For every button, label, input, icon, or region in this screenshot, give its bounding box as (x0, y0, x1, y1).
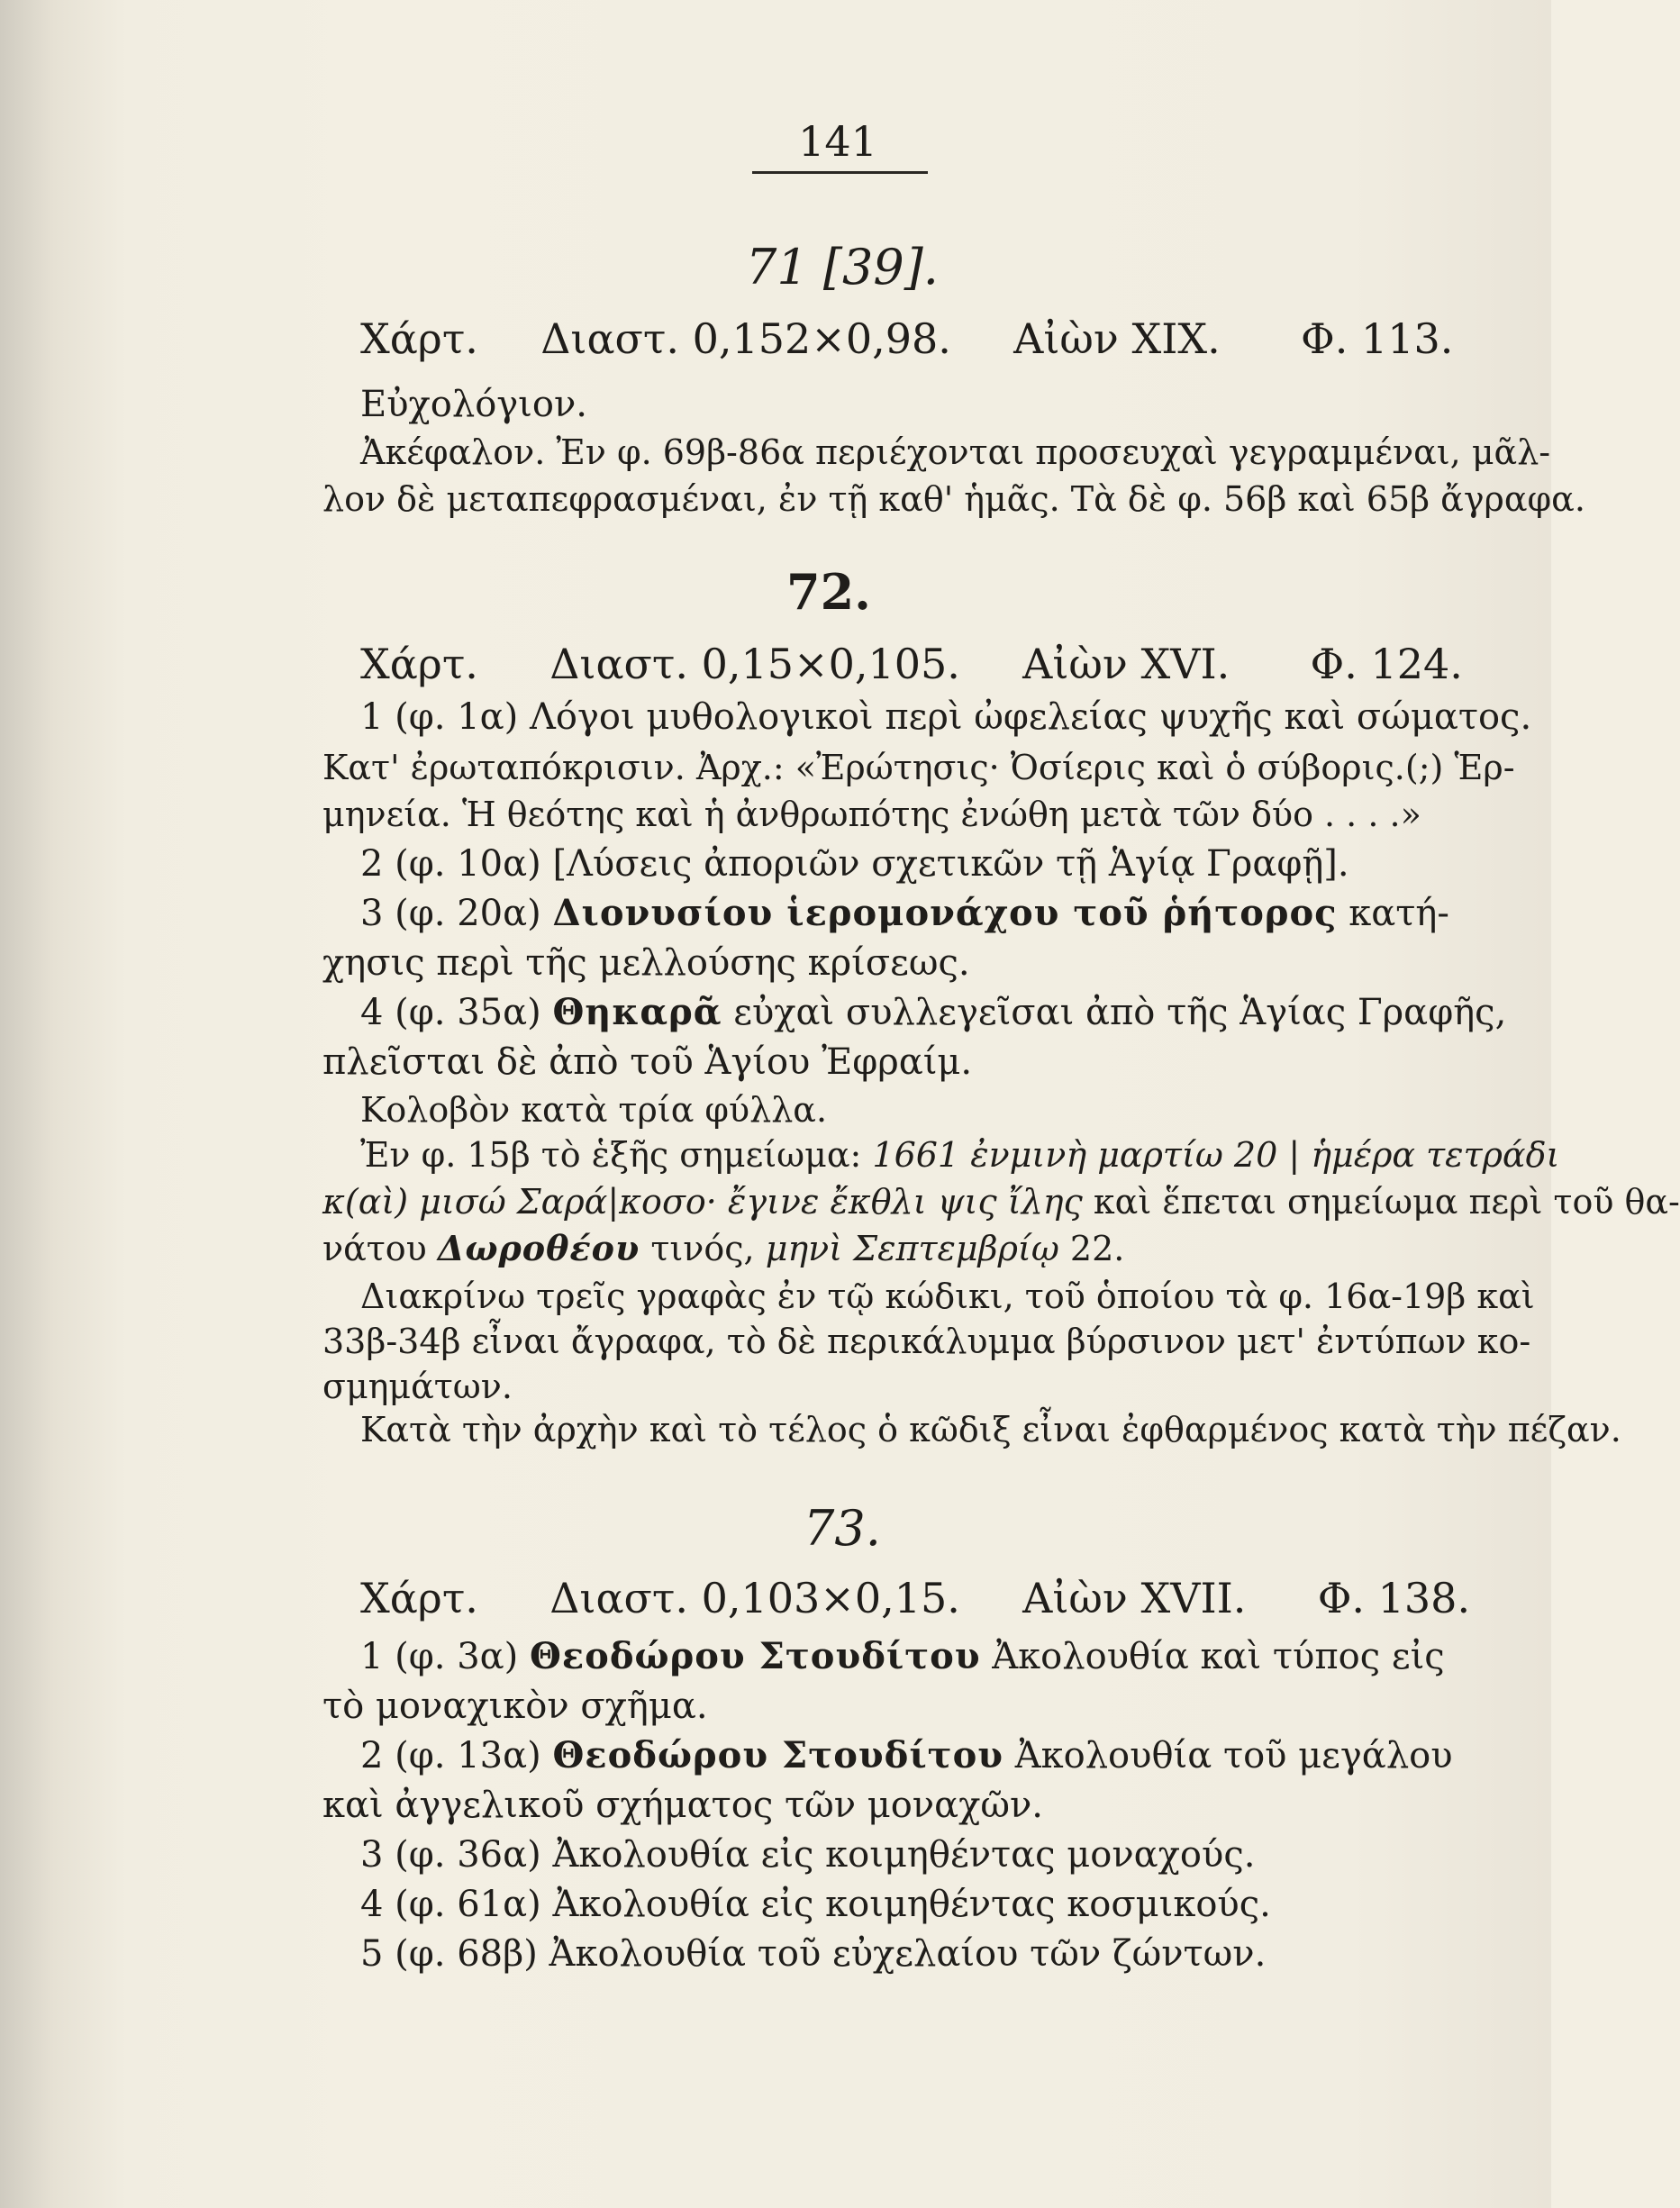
dimensions: 0,152×0,98. (692, 314, 951, 363)
dimensions: 0,15×0,105. (701, 640, 960, 688)
dims-label: Διαστ. (540, 314, 679, 363)
marginal-note: 1661 ἐνμινὴ μαρτίω 20 | ἡμέρα τετράδι (872, 1135, 1560, 1175)
entry-73-line: καὶ ἀγγελικοῦ σχήματος τῶν μοναχῶν. (322, 1785, 1044, 1826)
entry-72-line: κ(αὶ) μισώ Σαρά|κοσο· ἔγινε ἔκθλι ψις ἴλης καὶ ἕπεται σημείωμα περὶ τοῦ θα- (322, 1182, 1680, 1222)
entry-72-line: Κατὰ τὴν ἀρχὴν καὶ τὸ τέλος ὁ κῶδιξ εἶναι ἐφθαρμένος κατὰ τὴν πέζαν. (360, 1410, 1621, 1449)
entry-73-meta (360, 1576, 1470, 1620)
entry-heading-73: 73. (804, 1500, 881, 1557)
entry-72-line: σμημάτων. (322, 1367, 513, 1406)
entry-71-line: Ἀκέφαλον. Ἐν φ. 69β-86α περιέχονται προσευχαὶ γεγραμμέναι, μᾶλ- (360, 432, 1551, 472)
dims-label: Διαστ. (549, 640, 688, 688)
entry-72-line: μηνεία. Ἡ θεότης καὶ ἡ ἀνθρωπότης ἐνώθη μετὰ τῶν δύο . . . .» (322, 795, 1421, 834)
entry-heading-71: 71 [39]. (746, 239, 939, 295)
material: Χάρτ. (360, 640, 478, 688)
entry-72-line: Διακρίνω τρεῖς γραφὰς ἐν τῷ κώδικι, τοῦ ὁποίου τὰ φ. 16α-19β καὶ (360, 1277, 1535, 1316)
entry-73-line: 4 (φ. 61α) Ἀκολουθία εἰς κοιμηθέντας κοσμικούς. (360, 1884, 1271, 1925)
entry-72-line: Κολοβὸν κατὰ τρία φύλλα. (360, 1090, 828, 1130)
century: Αἰὼν XVI. (1022, 640, 1230, 688)
folio-count: Φ. 138. (1317, 1574, 1471, 1622)
entry-72-line: Ἐν φ. 15β τὸ ἑξῆς σημείωμα: 1661 ἐνμινὴ μαρτίω 20 | ἡμέρα τετράδι (360, 1135, 1560, 1175)
page-number-rule (752, 171, 928, 174)
author-name: Θεοδώρου Στουδίτου (530, 1635, 981, 1677)
author-name: Διονυσίου ἱερομονάχου τοῦ ῥήτορος (552, 892, 1338, 934)
material: Χάρτ. (360, 1574, 478, 1622)
entry-73-line: 1 (φ. 3α) Θεοδώρου Στουδίτου Ἀκολουθία καὶ τύπος εἰς (360, 1635, 1445, 1677)
entry-73-line: 5 (φ. 68β) Ἀκολουθία τοῦ εὐχελαίου τῶν ζώντων. (360, 1933, 1267, 1975)
entry-72-line: νάτου Δωροθέου τινός, μηνὶ Σεπτεμβρίῳ 22. (322, 1228, 1125, 1268)
entry-72-line: πλεῖσται δὲ ἀπὸ τοῦ Ἁγίου Ἐφραίμ. (322, 1041, 973, 1083)
person-name: Δωροθέου (437, 1228, 640, 1268)
entry-72-line: 3 (φ. 20α) Διονυσίου ἱερομονάχου τοῦ ῥήτορος κατή- (360, 892, 1449, 934)
dimensions: 0,103×0,15. (701, 1574, 960, 1622)
entry-72-line: 4 (φ. 35α) Θηκαρᾶ εὐχαὶ συλλεγεῖσαι ἀπὸ τῆς Ἁγίας Γραφῆς, (360, 991, 1507, 1033)
entry-71-line: λον δὲ μεταπεφρασμέναι, ἐν τῇ καθ' ἡμᾶς. Τὰ δὲ φ. 56β καὶ 65β ἄγραφα. (322, 479, 1585, 519)
entry-73-line: 2 (φ. 13α) Θεοδώρου Στουδίτου Ἀκολουθία τοῦ μεγάλου (360, 1734, 1453, 1776)
author-name: Θηκαρᾶ (552, 991, 722, 1033)
dims-label: Διαστ. (549, 1574, 688, 1622)
entry-71-meta (360, 314, 1454, 363)
entry-72-line: 2 (φ. 10α) [Λύσεις ἀποριῶν σχετικῶν τῇ Ἁγίᾳ Γραφῇ]. (360, 843, 1349, 885)
entry-72-line: 33β-34β εἶναι ἄγραφα, τὸ δὲ περικάλυμμα βύρσινον μετ' ἐντύπων κο- (322, 1322, 1531, 1361)
entry-71-line: Εὐχολόγιον. (360, 384, 587, 425)
author-name: Θεοδώρου Στουδίτου (552, 1734, 1004, 1776)
century: Αἰὼν XVII. (1022, 1574, 1247, 1622)
folio-count: Φ. 124. (1310, 640, 1463, 688)
entry-72-line: Κατ' ἐρωταπόκρισιν. Ἀρχ.: «Ἐρώτησις· Ὀσίερις καὶ ὁ σύβορις.(;) Ἑρ- (322, 748, 1515, 787)
entry-72-meta (360, 642, 1463, 686)
entry-heading-72: 72. (786, 563, 871, 621)
entry-73-line: τὸ μοναχικὸν σχῆμα. (322, 1686, 708, 1727)
entry-72-line: 1 (φ. 1α) Λόγοι μυθολογικοὶ περὶ ὠφελείας ψυχῆς καὶ σώματος. (360, 696, 1532, 738)
folio-count: Φ. 113. (1301, 314, 1454, 363)
page-number: 141 (798, 117, 877, 166)
material: Χάρτ. (360, 314, 478, 363)
century: Αἰὼν XIX. (1013, 314, 1221, 363)
entry-72-line: χησις περὶ τῆς μελλούσης κρίσεως. (322, 942, 970, 984)
entry-73-line: 3 (φ. 36α) Ἀκολουθία εἰς κοιμηθέντας μοναχούς. (360, 1834, 1256, 1876)
marginal-note: κ(αὶ) μισώ Σαρά|κοσο· ἔγινε ἔκθλι ψις ἴλης (322, 1182, 1083, 1222)
